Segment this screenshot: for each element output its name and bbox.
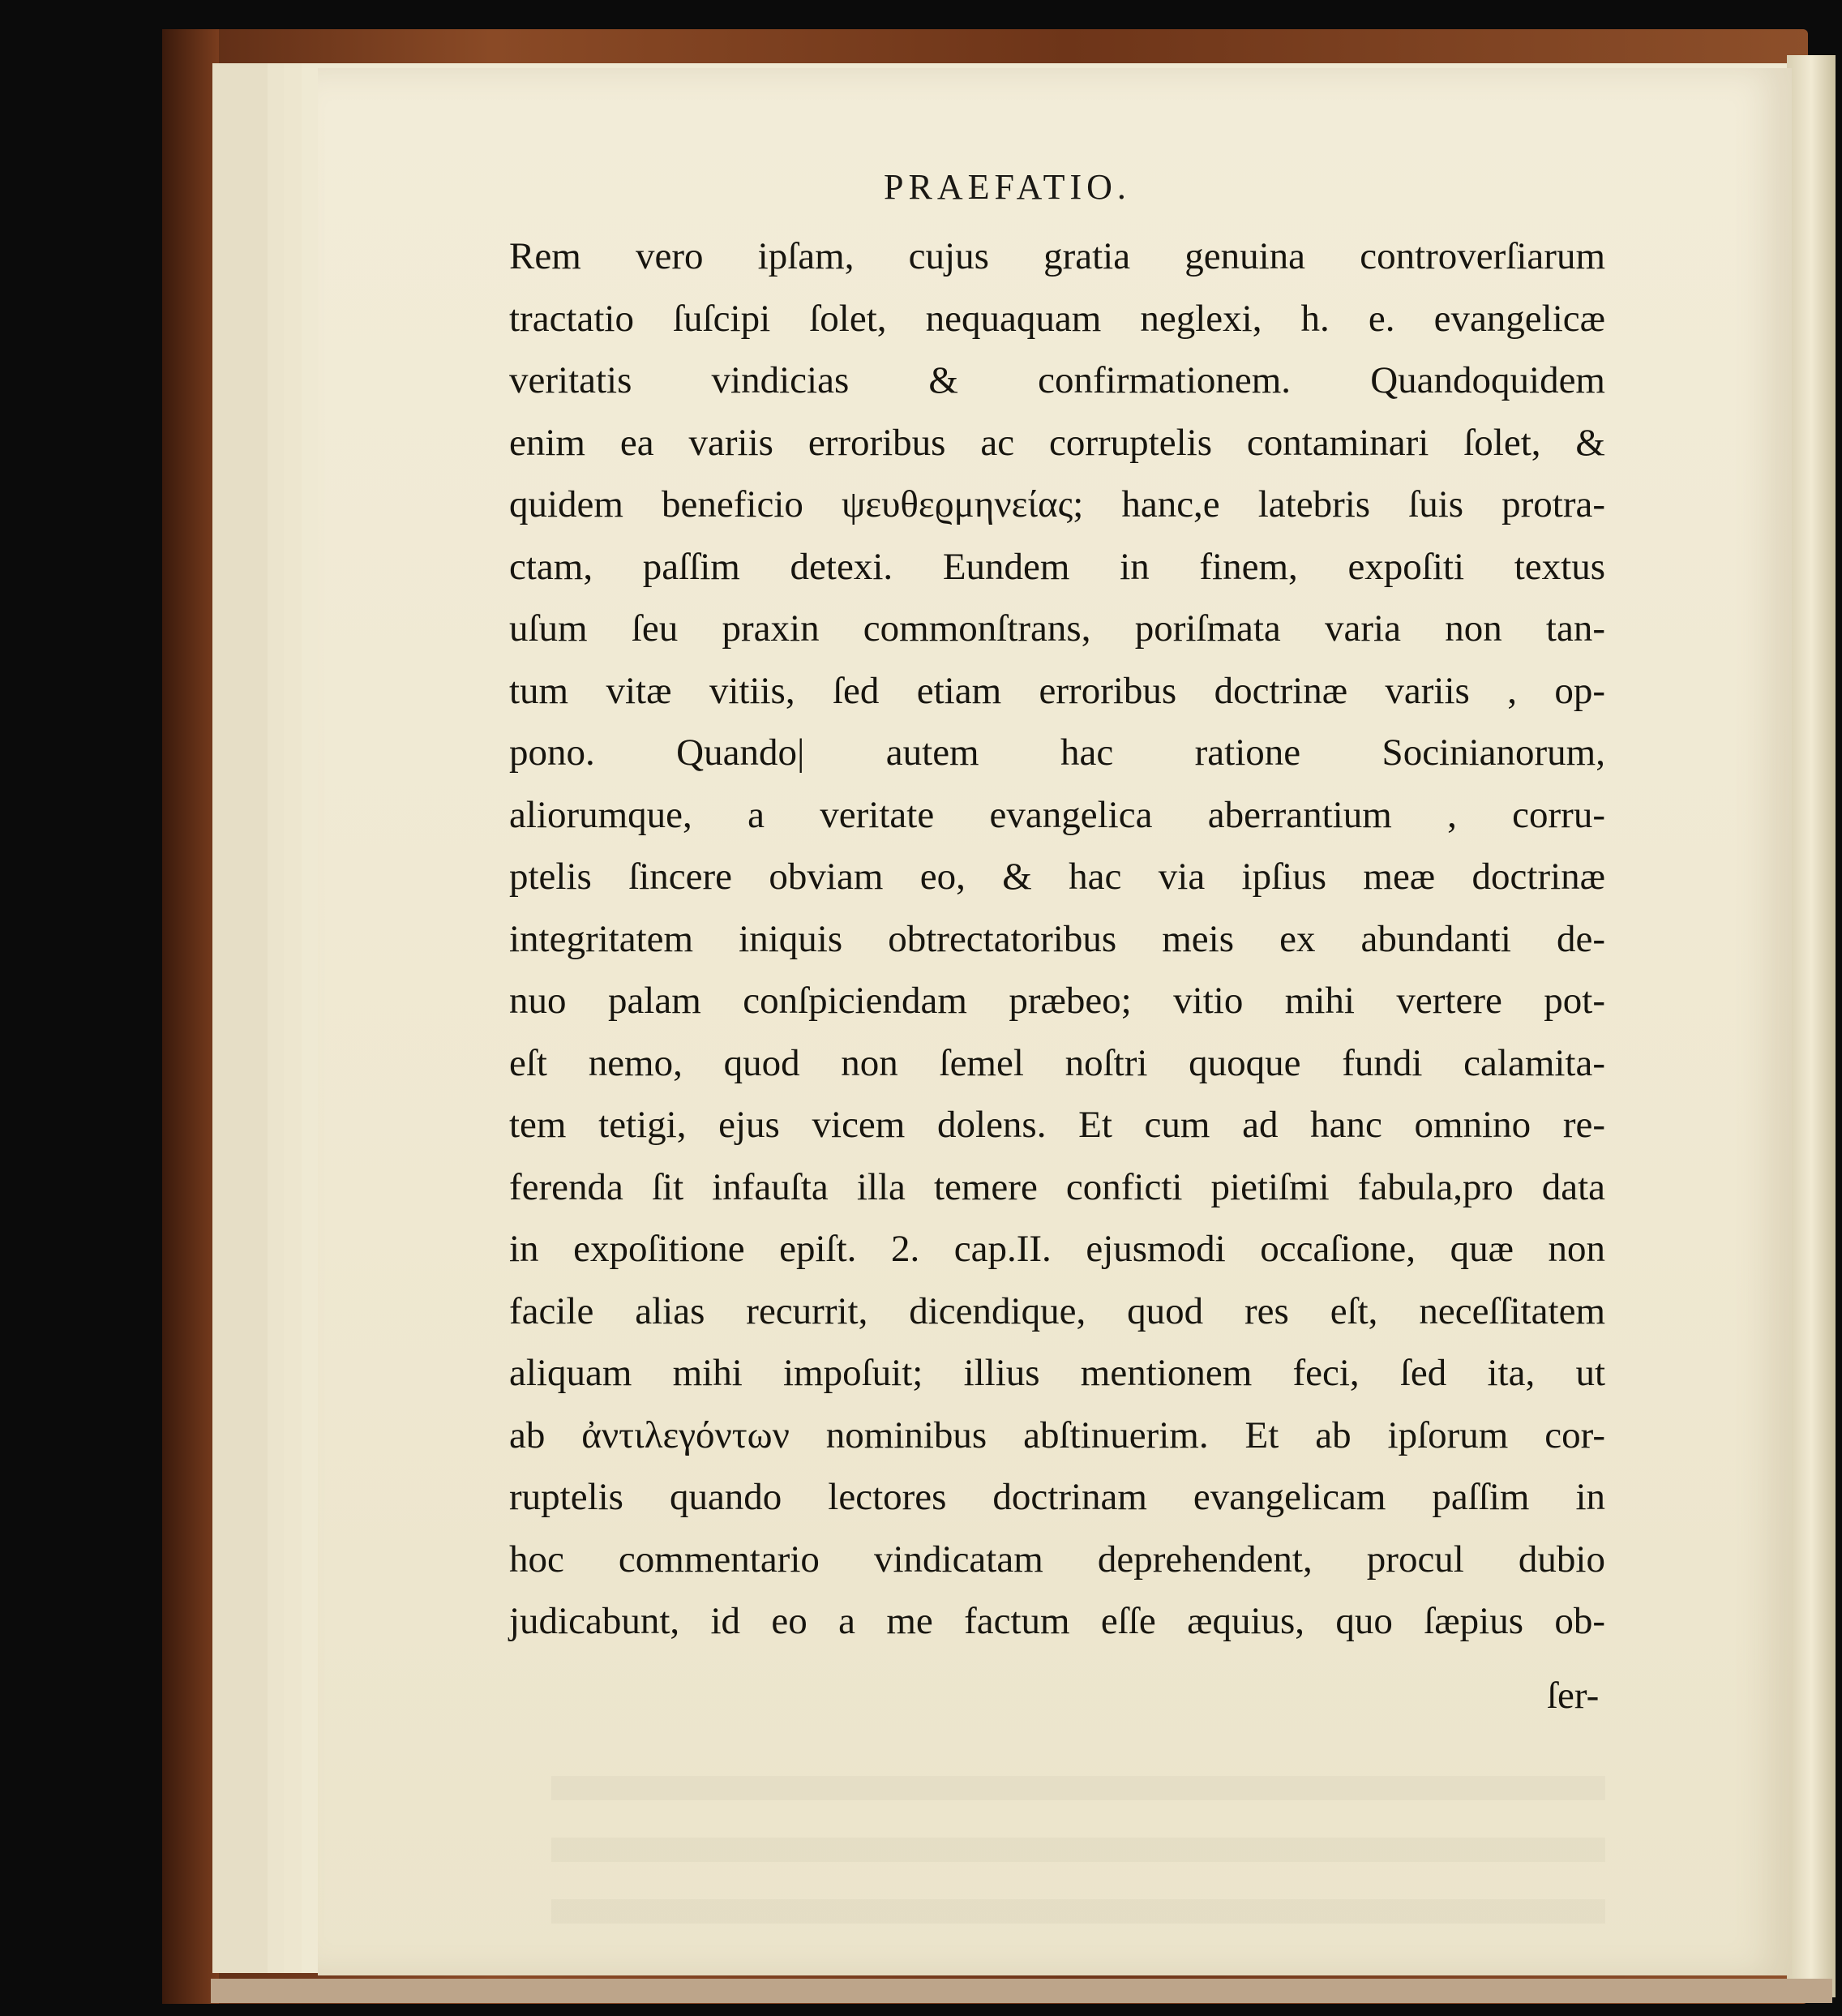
text-line: quidem beneficio ψευθεϱμηνείας; hanc,e latebris ſuis protra- xyxy=(509,483,1605,525)
cover-edge xyxy=(162,29,219,2004)
text-line: eſt nemo, quod non ſemel noſtri quoque fundi calamita- xyxy=(509,1041,1605,1084)
text-line: judicabunt, id eo a me factum eſſe æquius, quo ſæpius ob- xyxy=(509,1600,1605,1642)
text-line: enim ea variis erroribus ac corruptelis contaminari ſolet, & xyxy=(509,421,1605,464)
book-gutter xyxy=(1787,55,1836,1997)
text-line: in expoſitione epiſt. 2. cap.II. ejusmodi occaſione, quæ non xyxy=(509,1228,1605,1270)
text-line: ptelis ſincere obviam eo, & hac via ipſius meæ doctrinæ xyxy=(509,856,1605,898)
cover-bottom-edge xyxy=(211,1979,1832,2003)
text-line: uſum ſeu praxin commonſtrans, poriſmata varia non tan- xyxy=(509,607,1605,650)
text-line: ferenda ſit infauſta illa temere conficti pietiſmi fabula,pro data xyxy=(509,1165,1605,1208)
text-line: veritatis vindicias & confirmationem. Quandoquidem xyxy=(509,359,1605,401)
body-text xyxy=(509,225,1605,1653)
text-line: ab ἀντιλεγόντων nominibus abſtinuerim. Et ab ipſorum cor- xyxy=(509,1413,1605,1456)
text-line: nuo palam conſpiciendam præbeo; vitio mihi vertere pot- xyxy=(509,980,1605,1022)
text-line: aliorumque, a veritate evangelica aberrantium , corru- xyxy=(509,793,1605,836)
text-line: ctam, paſſim detexi. Eundem in finem, expoſiti textus xyxy=(509,545,1605,588)
text-line: tractatio ſuſcipi ſolet, nequaquam neglexi, h. e. evangelicæ xyxy=(509,297,1605,340)
text-line: ruptelis quando lectores doctrinam evangelicam paſſim in xyxy=(509,1476,1605,1518)
text-line: tum vitæ vitiis, ſed etiam erroribus doctrinæ variis , op- xyxy=(509,669,1605,712)
text-line: hoc commentario vindicatam deprehendent, procul dubio xyxy=(509,1538,1605,1581)
catchword: ſer- xyxy=(1547,1675,1600,1717)
text-line: facile alias recurrit, dicendique, quod res eſt, neceſſitatem xyxy=(509,1289,1605,1332)
text-line: tem tetigi, ejus vicem dolens. Et cum ad hanc omnino re- xyxy=(509,1104,1605,1146)
bleed-through xyxy=(551,1776,1605,1938)
text-line: aliquam mihi impoſuit; illius mentionem feci, ſed ita, ut xyxy=(509,1352,1605,1394)
text-line: Rem vero ipſam, cujus gratia genuina controverſiarum xyxy=(509,235,1605,277)
running-head: PRAEFATIO. xyxy=(884,167,1131,207)
text-line: pono. Quando| autem hac ratione Socinianorum, xyxy=(509,731,1605,774)
text-line: integritatem iniquis obtrectatoribus meis ex abundanti de- xyxy=(509,917,1605,960)
